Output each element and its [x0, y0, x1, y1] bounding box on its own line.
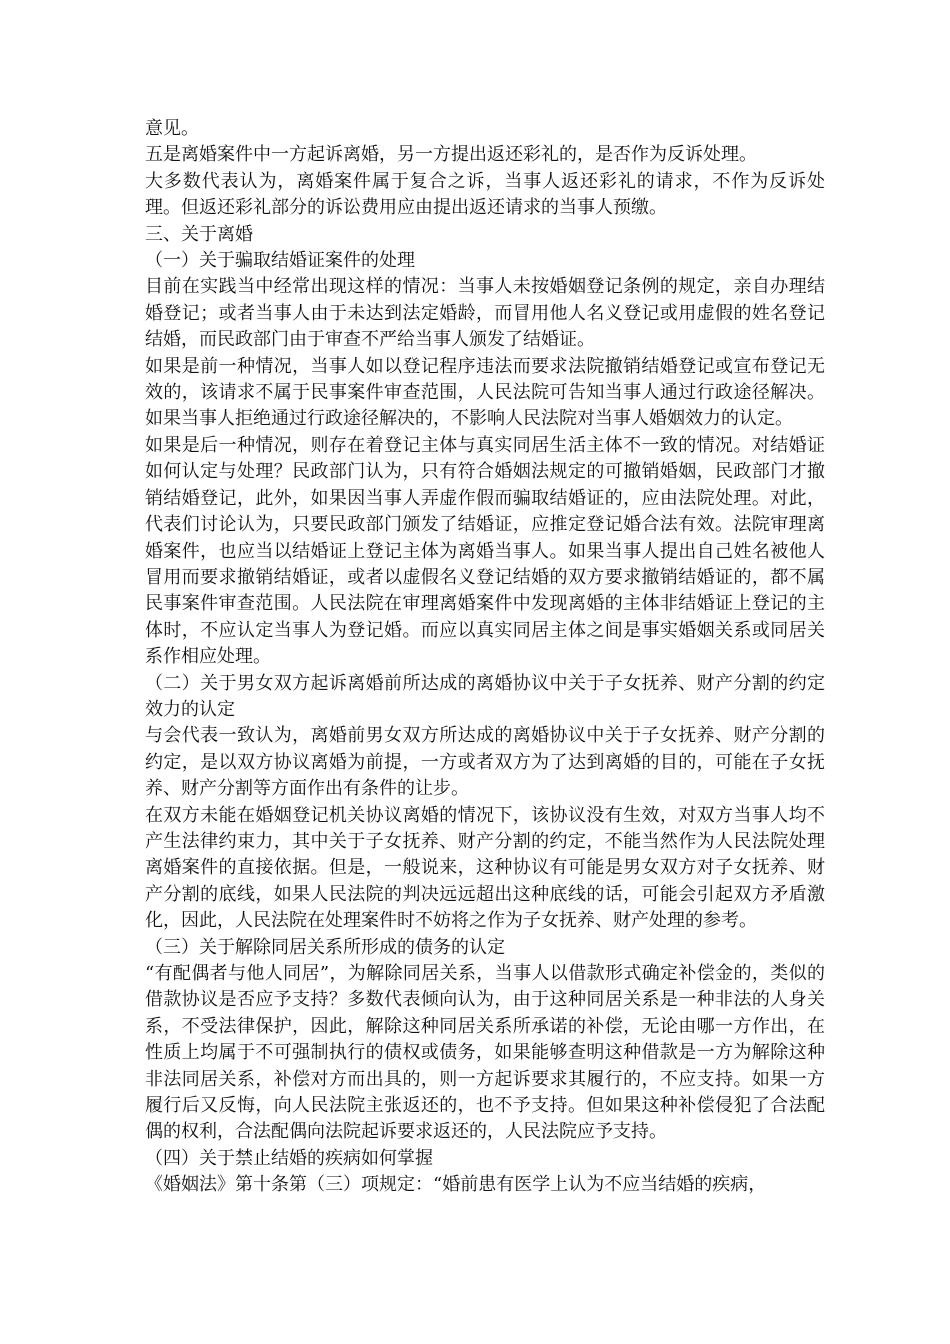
paragraph-1: 意见。	[145, 118, 199, 139]
paragraph-2: 五是离婚案件中一方起诉离婚，另一方提出返还彩礼的，是否作为反诉处理。	[145, 144, 757, 166]
paragraph-10: 与会代表一致认为，离婚前男女双方所达成的离婚协议中关于子女抚养、财产分割的约定，是以双方协议离婚为前提，一方或者双方为了达到离婚的目的，可能在子女抚养、财产分割等方面作出有条件的让步。	[145, 725, 825, 800]
paragraph-11: 在双方未能在婚姻登记机关协议离婚的情况下，该协议没有生效，对双方当事人均不产生法律约束力，其中关于子女抚养、财产分割的约定，不能当然作为人民法院处理离婚案件的直接依据。但是，一般说来，这种协议有可能是男女双方对子女抚养、财产分割的底线，如果人民法院的判决远远超出这种底线的话，可能会引起双方矛盾激化，因此，人民法院在处理案件时不妨将之作为子女抚养、财产处理的参考。	[145, 804, 825, 932]
paragraph-7: 如果是前一种情况，当事人如以登记程序违法而要求法院撤销结婚登记或宣布登记无效的，该请求不属于民事案件审查范围，人民法院可告知当事人通过行政途径解决。如果当事人拒绝通过行政途径解决的，不影响人民法院对当事人婚姻效力的认定。	[145, 355, 825, 430]
section-heading-divorce: 三、关于离婚	[145, 223, 253, 245]
subheading-2: （二）关于男女双方起诉离婚前所达成的离婚协议中关于子女抚养、财产分割的约定效力的认定	[145, 672, 825, 720]
paragraph-3: 大多数代表认为，离婚案件属于复合之诉，当事人返还彩礼的请求，不作为反诉处理。但返还彩礼部分的诉讼费用应由提出返还请求的当事人预缴。	[145, 170, 825, 219]
subheading-3: （三）关于解除同居关系所形成的债务的认定	[145, 936, 505, 958]
document-body	[145, 116, 825, 1199]
subheading-1: （一）关于骗取结婚证案件的处理	[145, 250, 415, 272]
paragraph-6: 目前在实践当中经常出现这样的情况：当事人未按婚姻登记条例的规定，亲自办理结婚登记；或者当事人由于未达到法定婚龄，而冒用他人名义登记或用虚假的姓名登记结婚，而民政部门由于审查不严给当事人颁发了结婚证。	[145, 276, 825, 351]
paragraph-15: 《婚姻法》第十条第（三）项规定：“婚前患有医学上认为不应当结婚的疾病，	[145, 1174, 767, 1196]
paragraph-8: 如果是后一种情况，则存在着登记主体与真实同居生活主体不一致的情况。对结婚证如何认定与处理？民政部门认为，只有符合婚姻法规定的可撤销婚姻，民政部门才撤销结婚登记，此外，如果因当事人弄虚作假而骗取结婚证的，应由法院处理。对此，代表们讨论认为，只要民政部门颁发了结婚证，应推定登记婚合法有效。法院审理离婚案件，也应当以结婚证上登记主体为离婚当事人。如果当事人提出自己姓名被他人冒用而要求撤销结婚证，或者以虚假名义登记结婚的双方要求撤销结婚证的，都不属民事案件审查范围。人民法院在审理离婚案件中发现离婚的主体非结婚证上登记的主体时，不应认定当事人为登记婚。而应以真实同居主体之间是事实婚姻关系或同居关系作相应处理。	[145, 434, 825, 668]
paragraph-13: “有配偶者与他人同居”，为解除同居关系，当事人以借款形式确定补偿金的，类似的借款协议是否应予支持？多数代表倾向认为，由于这种同居关系是一种非法的人身关系，不受法律保护，因此，解除这种同居关系所承诺的补偿，无论由哪一方作出，在性质上均属于不可强制执行的债权或债务，如果能够查明这种借款是一方为解除这种非法同居关系，补偿对方而出具的，则一方起诉要求其履行的，不应支持。如果一方履行后又反悔，向人民法院主张返还的，也不予支持。但如果这种补偿侵犯了合法配偶的权利，合法配偶向法院起诉要求返还的，人民法院应予支持。	[145, 963, 825, 1143]
subheading-4: （四）关于禁止结婚的疾病如何掌握	[145, 1147, 433, 1169]
